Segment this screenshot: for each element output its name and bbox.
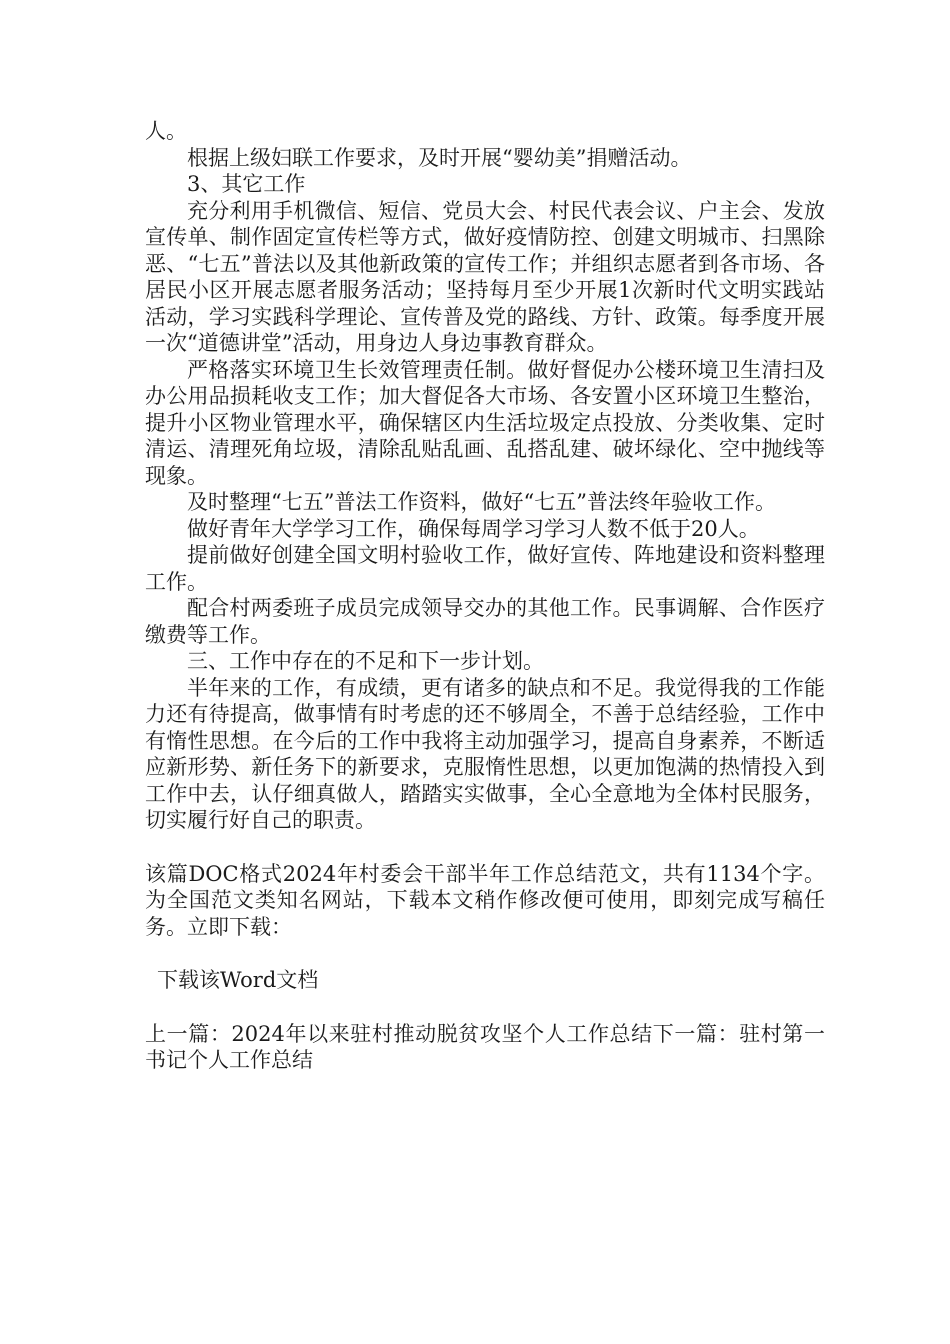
download-row — [145, 967, 825, 994]
section-heading-shortcomings: 三、工作中存在的不足和下一步计划。 — [187, 649, 544, 673]
paragraph-continuation: 人。 — [145, 119, 187, 143]
paragraph-donation: 根据上级妇联工作要求，及时开展“婴幼美”捐赠活动。 — [187, 145, 692, 170]
next-article-link[interactable]: 驻村第一书记个人工作总结 — [145, 1021, 826, 1072]
prev-article-link[interactable]: 2024年以来驻村推动脱贫攻坚个人工作总结 — [231, 1021, 653, 1046]
next-label: 下一篇： — [652, 1021, 740, 1046]
paragraph-civilized-village: 提前做好创建全国文明村验收工作，做好宣传、阵地建设和资料整理工作。 — [145, 543, 825, 594]
paragraph-other-tasks: 配合村两委班子成员完成领导交办的其他工作。民事调解、合作医疗缴费等工作。 — [145, 596, 825, 647]
paragraph-conclusion: 半年来的工作，有成绩，更有诸多的缺点和不足。我觉得我的工作能力还有待提高，做事情有时考虑的还不够周全，不善于总结经验，工作中有惰性思想。在今后的工作中我将主动加强学习，提高自身素养，不断适应新形势、新任务下的新要求，克服惰性思想，以更加饱满的热情投入到工作中去，认仔细真做人，踏踏实实做事，全心全意地为全体村民服务，切实履行好自己的职责。 — [145, 675, 825, 832]
section-heading-other-work: 3、其它工作 — [187, 172, 306, 196]
paragraph-sanitation: 严格落实环境卫生长效管理责任制。做好督促办公楼环境卫生清扫及办公用品损耗收支工作；加大督促各大市场、各安置小区环境卫生整治，提升小区物业管理水平，确保辖区内生活垃圾定点投放、分类收集、定时清运、清理死角垃圾，清除乱贴乱画、乱搭乱建、破坏绿化、空中抛线等现象。 — [145, 357, 825, 488]
prev-label: 上一篇： — [145, 1021, 232, 1046]
download-word-link[interactable]: 下载该Word文档 — [157, 968, 319, 992]
document-page — [145, 118, 825, 1074]
paragraph-legal-education: 及时整理“七五”普法工作资料，做好“七五”普法终年验收工作。 — [187, 490, 776, 514]
article-navigation — [145, 1021, 825, 1074]
paragraph-youth-study: 做好青年大学学习工作，确保每周学习学习人数不低于20人。 — [187, 516, 760, 541]
document-summary: 该篇DOC格式2024年村委会干部半年工作总结范文，共有1134个字。为全国范文类知名网站，下载本文稍作修改便可使用，即刻完成写稿任务。立即下载： — [145, 861, 825, 939]
paragraph-publicity: 充分利用手机微信、短信、党员大会、村民代表会议、户主会、发放宣传单、制作固定宣传栏等方式，做好疫情防控、创建文明城市、扫黑除恶、“七五”普法以及其他新政策的宣传工作；并组织志愿者到各市场、各居民小区开展志愿者服务活动；坚持每月至少开展1次新时代文明实践站活动，学习实践科学理论、宣传普及党的路线、方针、政策。每季度开展一次“道德讲堂”活动，用身边人身边事教育群众。 — [145, 198, 825, 355]
